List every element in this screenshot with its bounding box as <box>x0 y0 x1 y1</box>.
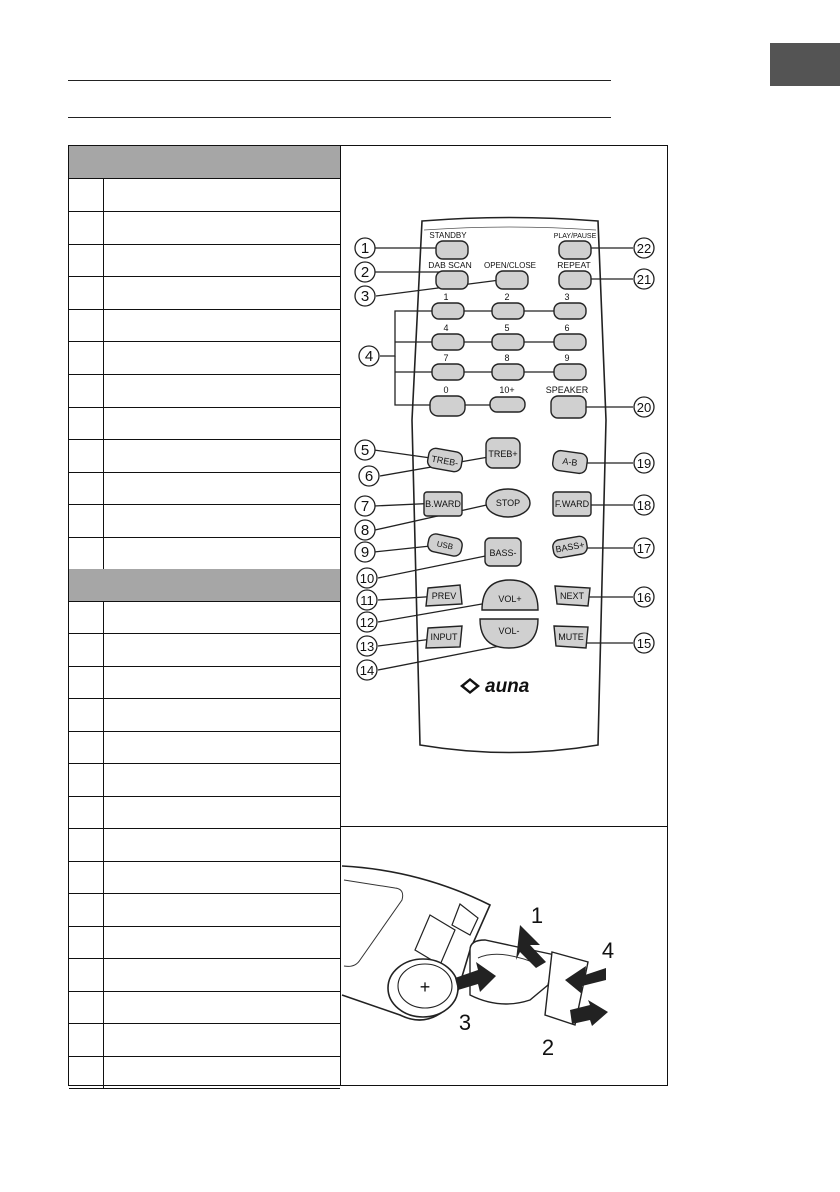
digit-6-label: 6 <box>564 323 570 333</box>
table-row <box>69 309 340 342</box>
digit-8-label: 8 <box>504 353 510 363</box>
step-1-number: 1 <box>530 903 544 928</box>
callout-number-8: 8 <box>360 522 370 539</box>
table-row <box>69 179 340 212</box>
callout-number-6: 6 <box>364 468 374 485</box>
stop-label: STOP <box>495 498 521 508</box>
row-number-cell <box>69 1024 104 1056</box>
row-number-cell <box>69 926 104 958</box>
brand-label: auna <box>485 676 530 697</box>
digit-10plus-label: 10+ <box>499 385 515 395</box>
table-row <box>69 829 340 862</box>
dab-scan-label: DAB SCAN <box>428 260 472 270</box>
row-number-cell <box>69 731 104 763</box>
callout-number-17: 17 <box>636 541 652 556</box>
play-pause-label: PLAY/PAUSE <box>553 233 597 240</box>
battery-polarity-label: + <box>419 977 431 997</box>
table-row <box>69 212 340 245</box>
table-row <box>69 407 340 440</box>
treb-plus-label: TREB+ <box>488 449 518 459</box>
callout-number-22: 22 <box>636 241 652 256</box>
digit-7-label: 7 <box>443 353 449 363</box>
callout-number-3: 3 <box>360 288 370 305</box>
row-number-cell <box>69 407 104 439</box>
table-row <box>69 440 340 473</box>
digit-1-label: 1 <box>443 292 449 302</box>
table-section-header <box>69 146 340 179</box>
step-4-number: 4 <box>601 938 615 963</box>
row-number-cell <box>69 472 104 504</box>
table-row <box>69 505 340 538</box>
standby-label: STANDBY <box>429 231 467 240</box>
callout-number-1: 1 <box>360 240 370 257</box>
callout-number-19: 19 <box>636 456 652 471</box>
language-tab <box>770 43 840 86</box>
callout-number-21: 21 <box>636 272 652 287</box>
row-number-cell <box>69 244 104 276</box>
callout-number-7: 7 <box>360 498 370 515</box>
row-number-cell <box>69 277 104 309</box>
header-rule-top <box>68 80 611 81</box>
row-number-cell <box>69 796 104 828</box>
vol-minus-label: VOL- <box>498 626 520 636</box>
row-number-cell <box>69 342 104 374</box>
row-number-cell <box>69 861 104 893</box>
row-number-cell <box>69 991 104 1023</box>
row-number-cell <box>69 1056 104 1088</box>
callout-number-16: 16 <box>636 590 652 605</box>
row-number-cell <box>69 699 104 731</box>
table-row <box>69 538 340 571</box>
table-row <box>69 666 340 699</box>
repeat-label: REPEAT <box>557 260 591 270</box>
a-b-label: A-B <box>561 456 579 468</box>
f-ward-label: F.WARD <box>554 499 590 509</box>
table-row <box>69 277 340 310</box>
callout-number-13: 13 <box>359 639 375 654</box>
step-3-number: 3 <box>458 1010 472 1035</box>
row-number-cell <box>69 538 104 570</box>
table-row <box>69 959 340 992</box>
mute-label: MUTE <box>558 632 584 642</box>
row-number-cell <box>69 212 104 244</box>
digit-0-label: 0 <box>443 385 449 395</box>
row-number-cell <box>69 375 104 407</box>
speaker-label: SPEAKER <box>545 385 589 395</box>
row-number-cell <box>69 440 104 472</box>
header-rule-bottom <box>68 117 611 118</box>
next-label: NEXT <box>559 591 585 601</box>
table-row <box>69 375 340 408</box>
digit-9-label: 9 <box>564 353 570 363</box>
callout-number-14: 14 <box>359 663 375 678</box>
prev-label: PREV <box>431 591 457 601</box>
treb-minus-label: TREB- <box>430 453 459 469</box>
battery-replacement-figure <box>340 827 668 1085</box>
remote-control-figure <box>340 146 668 826</box>
row-number-cell <box>69 959 104 991</box>
b-ward-label: B.WARD <box>425 499 461 509</box>
table-row <box>69 926 340 959</box>
row-number-cell <box>69 179 104 211</box>
table-row <box>69 731 340 764</box>
bass-plus-label: BASS+ <box>554 539 586 555</box>
digit-3-label: 3 <box>564 292 570 302</box>
callout-number-4: 4 <box>364 348 374 365</box>
digit-5-label: 5 <box>504 323 510 333</box>
callout-number-9: 9 <box>360 544 370 561</box>
row-number-cell <box>69 666 104 698</box>
bass-minus-label: BASS- <box>489 548 517 558</box>
row-number-cell <box>69 829 104 861</box>
table-row <box>69 861 340 894</box>
table-row <box>69 796 340 829</box>
row-number-cell <box>69 505 104 537</box>
table-section-header <box>69 569 340 602</box>
row-number-cell <box>69 601 104 633</box>
table-row <box>69 991 340 1024</box>
callout-number-10: 10 <box>359 571 375 586</box>
table-row <box>69 1024 340 1057</box>
callout-number-2: 2 <box>360 264 370 281</box>
callout-number-5: 5 <box>360 442 370 459</box>
usb-label: USB <box>435 539 454 552</box>
callout-number-18: 18 <box>636 498 652 513</box>
digit-4-label: 4 <box>443 323 449 333</box>
row-number-cell <box>69 894 104 926</box>
table-row <box>69 601 340 634</box>
callout-number-11: 11 <box>360 593 374 608</box>
table-row <box>69 894 340 927</box>
vol-plus-label: VOL+ <box>498 594 522 604</box>
callout-number-20: 20 <box>636 400 652 415</box>
input-label: INPUT <box>430 632 458 642</box>
table-row <box>69 472 340 505</box>
table-row <box>69 764 340 797</box>
row-number-cell <box>69 764 104 796</box>
table-row <box>69 634 340 667</box>
table-row <box>69 1056 340 1089</box>
digit-2-label: 2 <box>504 292 510 302</box>
callout-number-15: 15 <box>636 636 652 651</box>
callout-number-12: 12 <box>359 615 375 630</box>
open-close-label: OPEN/CLOSE <box>483 261 537 270</box>
table-row <box>69 244 340 277</box>
step-2-number: 2 <box>541 1035 555 1060</box>
table-row <box>69 699 340 732</box>
row-number-cell <box>69 634 104 666</box>
row-number-cell <box>69 309 104 341</box>
table-row <box>69 342 340 375</box>
